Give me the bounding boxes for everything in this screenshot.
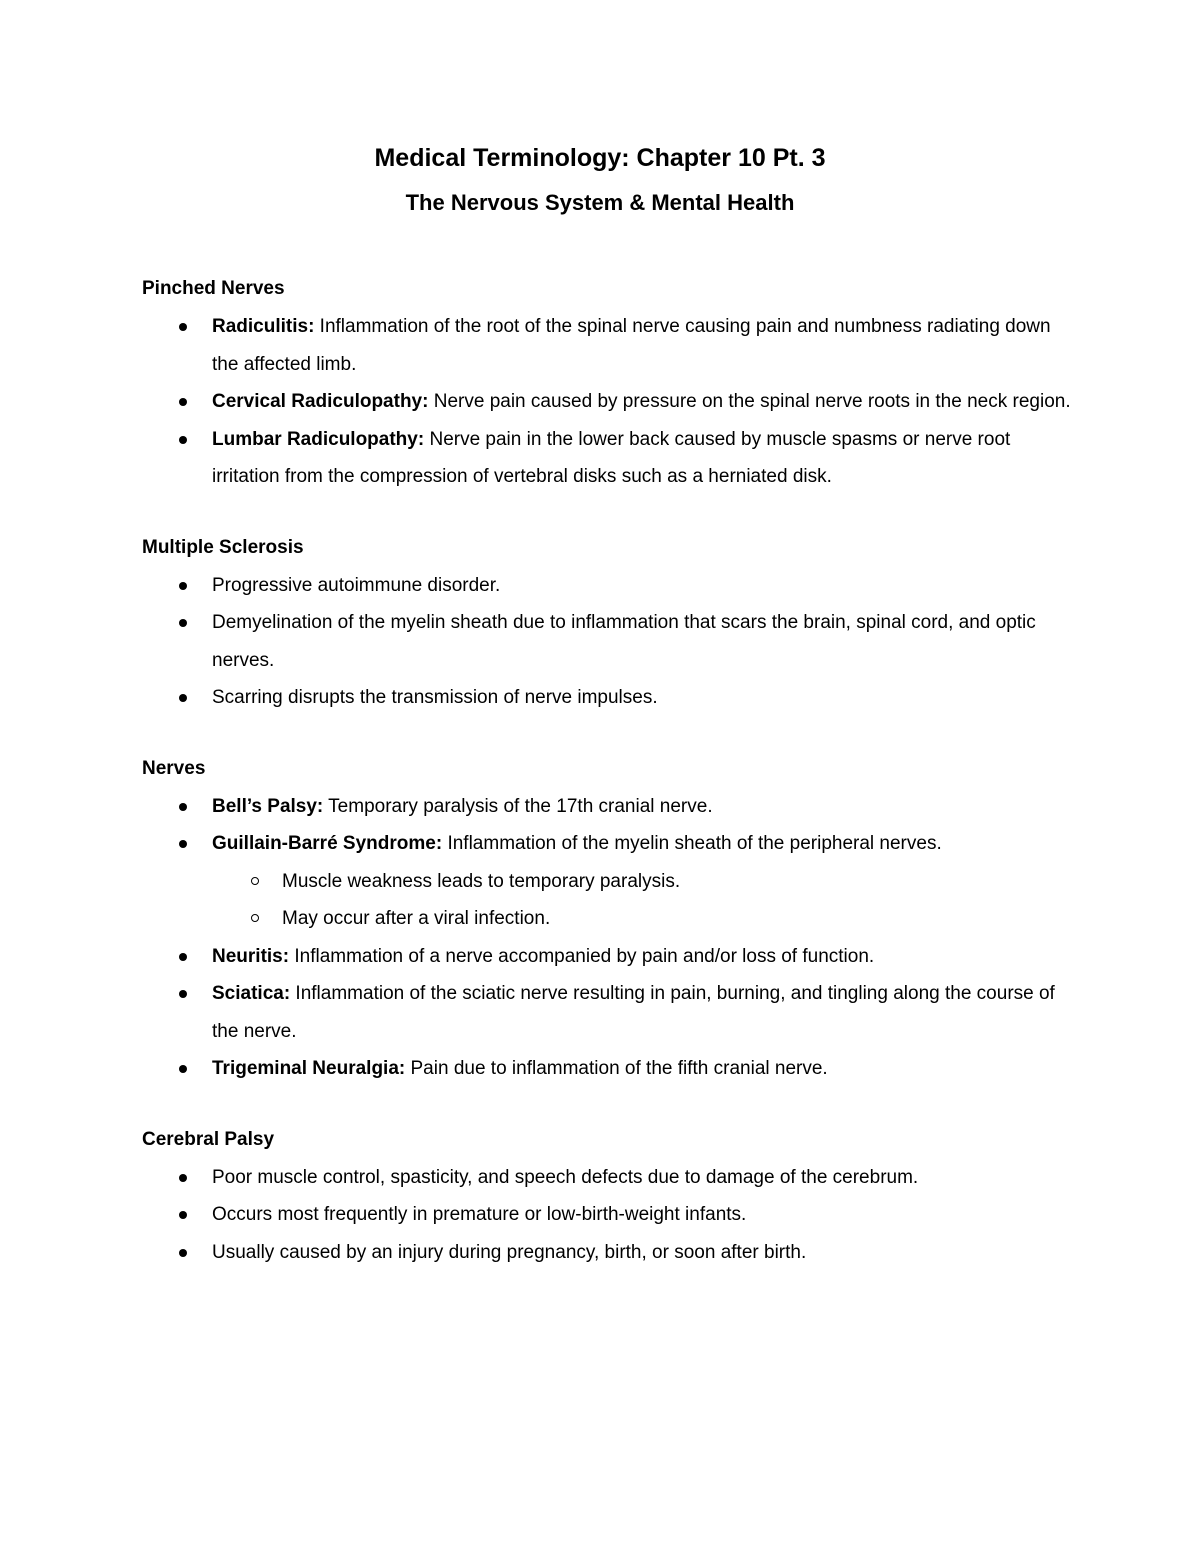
document-title: Medical Terminology: Chapter 10 Pt. 3 [374,144,826,172]
document-body [142,274,1082,1308]
term-label: Cervical Radiculopathy: [212,391,429,412]
term-definition: Inflammation of a nerve accompanied by pain and/or loss of function. [289,945,875,967]
term-definition: Inflammation of the sciatic nerve resulting in pain, burning, and tingling along the course of the nerve. [212,983,1055,1042]
section-heading: Cerebral Palsy [142,1128,275,1150]
list-item [142,1196,1082,1234]
list-item [142,1050,1082,1088]
bullet-icon [179,619,187,627]
list-item-text: Scarring disrupts the transmission of nerve impulses. [212,687,658,708]
bullet-list [142,1159,1082,1272]
list-item-text: Usually caused by an injury during pregnancy, birth, or soon after birth. [212,1241,807,1263]
list-item [142,421,1082,496]
list-item [142,1234,1082,1272]
section-nerves [142,754,1082,1088]
bullet-icon [179,582,187,590]
section-heading: Multiple Sclerosis [142,536,304,558]
hollow-bullet-icon [251,877,259,885]
bullet-icon [179,1065,187,1073]
bullet-list [142,788,1082,1088]
section-cerebral-palsy [142,1125,1082,1272]
term-label: Bell’s Palsy: [212,795,324,817]
sub-list-item [212,900,1082,938]
document-subtitle: The Nervous System & Mental Health [405,190,795,215]
list-item-text: Occurs most frequently in premature or low-birth-weight infants. [212,1204,747,1225]
list-item-text: Demyelination of the myelin sheath due to inflammation that scars the brain, spinal cord, and optic nerves. [212,612,1036,671]
bullet-icon [179,694,187,702]
list-item [142,938,1082,976]
sub-bullet-list [212,863,1082,938]
sub-list-item [212,863,1082,901]
term-definition: Inflammation of the myelin sheath of the peripheral nerves. [442,833,942,854]
list-item [142,604,1082,679]
list-item [142,788,1082,826]
list-item [142,825,1082,938]
list-item [142,975,1082,1050]
term-label: Neuritis: [212,945,290,967]
term-definition: Nerve pain caused by pressure on the spinal nerve roots in the neck region. [428,391,1071,412]
sub-list-item-text: May occur after a viral infection. [282,908,551,929]
section-heading: Nerves [142,757,206,779]
bullet-icon [179,803,187,811]
bullet-icon [179,840,187,848]
list-item [142,383,1082,421]
term-definition: Nerve pain in the lower back caused by muscle spasms or nerve root irritation from the compression of vertebral disks such as a herniated disk. [212,428,1011,487]
bullet-list [142,567,1082,717]
sub-list-item-text: Muscle weakness leads to temporary paralysis. [282,870,681,892]
bullet-icon [179,436,187,444]
list-item [142,308,1082,383]
list-item-text: Poor muscle control, spasticity, and speech defects due to damage of the cerebrum. [212,1166,919,1188]
bullet-list [142,308,1082,496]
bullet-icon [179,1174,187,1182]
term-label: Lumbar Radiculopathy: [212,428,425,450]
term-definition: Inflammation of the root of the spinal nerve causing pain and numbness radiating down the affected limb. [212,316,1051,375]
list-item [142,1159,1082,1197]
list-item [142,567,1082,605]
bullet-icon [179,1211,187,1219]
term-label: Sciatica: [212,983,291,1004]
bullet-icon [179,953,187,961]
bullet-icon [179,990,187,998]
term-label: Trigeminal Neuralgia: [212,1058,406,1079]
hollow-bullet-icon [251,914,259,922]
bullet-icon [179,1249,187,1257]
section-pinched-nerves [142,274,1082,496]
term-definition: Pain due to inflammation of the fifth cranial nerve. [405,1058,828,1079]
term-label: Guillain-Barré Syndrome: [212,833,443,854]
term-definition: Temporary paralysis of the 17th cranial nerve. [323,795,713,817]
term-label: Radiculitis: [212,316,315,337]
list-item [142,679,1082,717]
list-item-text: Progressive autoimmune disorder. [212,574,501,596]
section-heading: Pinched Nerves [142,278,285,299]
section-multiple-sclerosis [142,533,1082,717]
bullet-icon [179,323,187,331]
bullet-icon [179,398,187,406]
